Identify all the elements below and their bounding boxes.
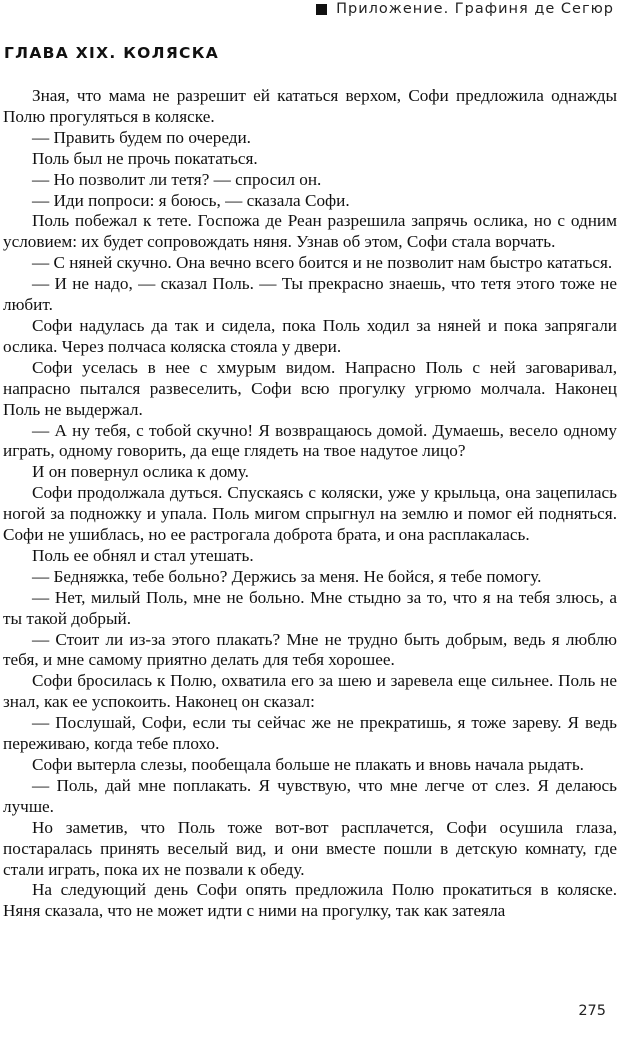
paragraph: На следующий день Софи опять предложила Полю прокатиться в коляске. Няня сказала, что не может идти с ними на прогулку, так как затеяла [3, 880, 617, 921]
paragraph: Софи бросилась к Полю, охватила его за шею и заревела еще сильнее. Поль не знал, как ее успокоить. Наконец он сказал: [3, 671, 617, 712]
paragraph: — Бедняжка, тебе больно? Держись за меня. Не бойся, я тебе помогу. [32, 566, 542, 586]
paragraph: — И не надо, — сказал Поль. — Ты прекрасно знаешь, что тетя этого тоже не любит. [3, 274, 617, 315]
square-bullet-icon [316, 4, 327, 15]
paragraph: — Нет, милый Поль, мне не больно. Мне стыдно за то, что я на тебя злюсь, а ты такой добрый. [3, 587, 617, 628]
page-number: 275 [578, 1003, 606, 1019]
paragraph: — Иди попроси: я боюсь, — сказала Софи. [32, 190, 350, 210]
paragraph: Поль ее обнял и стал утешать. [32, 545, 254, 565]
body-text [3, 86, 617, 922]
paragraph: И он повернул ослика к дому. [32, 462, 249, 482]
paragraph: Зная, что мама не разрешит ей кататься верхом, Софи предложила однажды Полю прогуляться в коляске. [3, 86, 617, 126]
chapter-title: ГЛАВА XIX. КОЛЯСКА [4, 44, 220, 62]
paragraph: — Править будем по очереди. [32, 127, 251, 147]
paragraph: — Послушай, Софи, если ты сейчас же не прекратишь, я тоже зареву. Я ведь переживаю, когда тебе плохо. [3, 713, 617, 754]
running-head [316, 1, 614, 17]
paragraph: — С няней скучно. Она вечно всего боится и не позволит нам быстро кататься. [32, 253, 613, 273]
paragraph: — Но позволит ли тетя? — спросил он. [32, 169, 322, 189]
paragraph: — Стоит ли из-за этого плакать? Мне не трудно быть добрым, ведь я люблю тебя, и мне самому приятно делать для тебя хорошее. [3, 629, 617, 670]
paragraph: — Поль, дай мне поплакать. Я чувствую, что мне легче от слез. Я делаюсь лучше. [3, 775, 617, 816]
paragraph: Софи надулась да так и сидела, пока Поль ходил за няней и пока запрягали ослика. Через полчаса коляска стояла у двери. [3, 315, 617, 356]
paragraph: Софи вытерла слезы, пообещала больше не плакать и вновь начала рыдать. [32, 755, 584, 774]
paragraph: Софи уселась в нее с хмурым видом. Напрасно Поль с ней заговаривал, напрасно пытался развеселить, Софи всю прогулку угрюмо молчала. Наконец Поль не выдержал. [3, 357, 617, 419]
paragraph: — А ну тебя, с тобой скучно! Я возвращаюсь домой. Думаешь, весело одному играть, одному говорить, да еще глядеть на твое надутое лицо? [3, 420, 617, 461]
paragraph: Поль побежал к тете. Госпожа де Реан разрешила запрячь ослика, но с одним условием: их будет сопровождать няня. Узнав об этом, Софи стала ворчать. [3, 211, 617, 252]
paragraph: Но заметив, что Поль тоже вот-вот расплачется, Софи осушила глаза, постаралась принять веселый вид, и они вместе пошли в детскую комнату, где стали играть, пока их не позвали к обеду. [3, 817, 617, 879]
paragraph: Софи продолжала дуться. Спускаясь с коляски, уже у крыльца, она зацепилась ногой за подножку и упала. Поль мигом спрыгнул на землю и помог ей подняться. Софи не ушиблась, но ее растрогала доброта брата, и она расплакалась. [3, 483, 617, 545]
running-head-text: Приложение. Графиня де Сегюр [336, 1, 614, 17]
paragraph: Поль был не прочь покататься. [32, 148, 258, 168]
